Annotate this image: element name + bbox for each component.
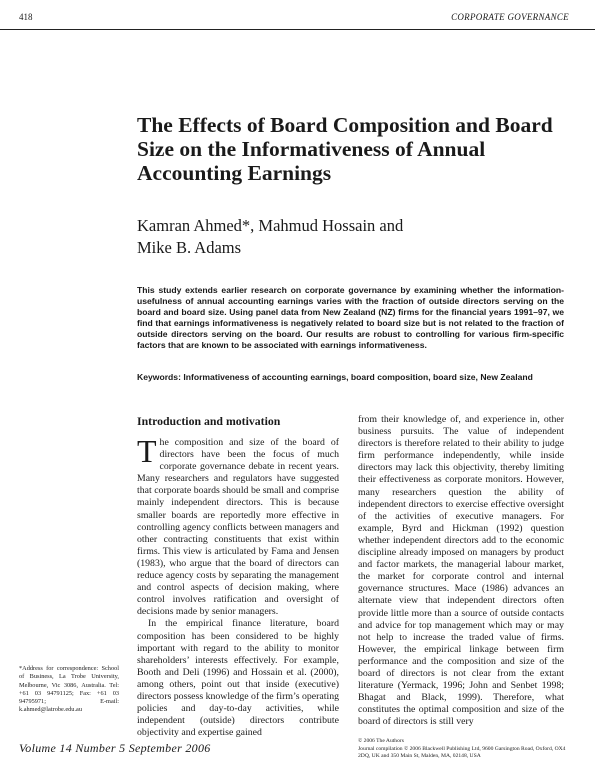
keywords: Keywords: Informativeness of accounting earnings, board composition, board size, New Zealand [137, 372, 533, 382]
paragraph-1-text: he composition and size of the board of directors have been the focus of much corporate governance debate in recent years. Many researchers and regulators have suggested that corporate boards should be small and comprise mainly independent directors. This is because smaller boards are reportedly more effective in controlling agency conflicts between managers and other contracting constituents that exist within firms. This view is articulated by Fama and Jensen (1983), who argue that the board of directors can reduce agency costs by separating the management and control aspects of decision making, where control involves ratification and oversight of decisions made by senior managers. [137, 437, 339, 618]
authors-line-1: Kamran Ahmed*, Mahmud Hossain and [137, 216, 404, 235]
paragraph-2-continued: from their knowledge of, and experience in, other business pursuits. The value of independent directors is therefore related to their ability to judge firm performance independently, while inside directors may lack this objectivity, thereby limiting their effectiveness as corporate monitors. However, many researchers question the ability of independent directors to exercise effective oversight of the activities of executive managers. For example, Byrd and Hickman (1992) question whether independent directors add to the economic discipline already imposed on managers by product and factor markets, the managerial labour market, the market for corporate control and internal governance structures. Mace (1986) advances an alternate view that independent directors often provide little more than a source of outside contacts and advice for top management which may or may not help to increase the traded value of firms. However, the empirical linkage between firm performance and the composition and size of the board of directors is not clear from the extant literature (Yermack, 1996; John and Senbet 1998; Bhagat and Black, 1999). Therefore, what constitutes the optimal composition and size of the board of directors is still very [358, 414, 564, 728]
section-heading: Introduction and motivation [137, 414, 281, 428]
paragraph-1 [137, 433, 339, 618]
journal-name: CORPORATE GOVERNANCE [451, 12, 569, 22]
paragraph-2: In the empirical finance literature, board composition has been considered to be highly important with regard to the ability to monitor shareholders’ interests effectively. For example, Booth and Deli (1996) and Hossain et al. (2000), among others, point out that inside (executive) directors possess knowledge of the firm’s operating policies and day-to-day activities, while independent (outside) directors contribute objectivity and expertise gained [137, 618, 339, 739]
article-title: The Effects of Board Composition and Board Size on the Informativeness of Annual Accounting Earnings [137, 113, 553, 185]
copyright-line-1: © 2006 The Authors [358, 738, 404, 744]
body-column-1 [137, 414, 339, 739]
copyright-notice [358, 738, 568, 761]
body-column-2 [358, 414, 564, 728]
header-divider [0, 29, 595, 30]
author-list [137, 215, 557, 259]
drop-cap: T [137, 433, 157, 469]
authors-line-2: Mike B. Adams [137, 238, 242, 257]
copyright-line-2: Journal compilation © 2006 Blackwell Publishing Ltd, 9600 Garsington Road, Oxford, OX4 2DQ, UK and 350 Main St, Malden, MA, 02148, USA [358, 745, 566, 759]
correspondence-footnote: *Address for correspondence: School of Business, La Trobe University, Melbourne, Vic 3086, Australia. Tel: +61 03 94791125; Fax: +61 03 94795971; E-mail: k.ahmed@latrobe.edu.au [19, 665, 119, 714]
volume-info: Volume 14 Number 5 September 2006 [19, 741, 211, 755]
abstract: This study extends earlier research on corporate governance by examining whether the information-usefulness of annual accounting earnings varies with the fraction of outside directors serving on the board and board size. Using panel data from New Zealand (NZ) firms for the financial years 1991–97, we find that earnings informativeness is negatively related to board size but is not related to the fraction of outside directors serving on the board. Our results are robust to controlling for various firm-specific factors that are known to be associated with earnings informativeness. [137, 285, 564, 350]
running-header [19, 12, 569, 26]
page-number: 418 [19, 12, 33, 22]
